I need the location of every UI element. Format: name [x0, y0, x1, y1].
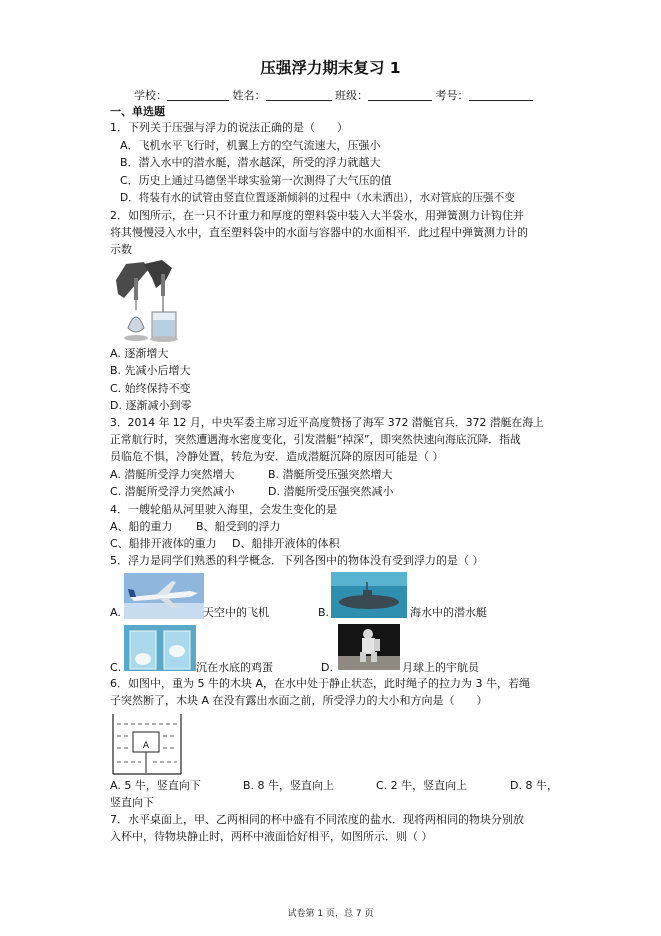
- q1-option-d: D．将装有水的试管由竖直位置逐渐倾斜的过程中（水未洒出），水对管底的压强不变: [120, 192, 515, 204]
- q3-line2: 正常航行时，突然遭遇海水密度变化，引发潜艇“掉深”，即突然快速向海底沉降．指战: [110, 433, 521, 446]
- q4-option-c: C、船排开液体的重力: [110, 537, 217, 550]
- q4-stem: 4．一艘轮船从河里驶入海里，会发生变化的是: [110, 503, 337, 516]
- name-label: 姓名：: [232, 89, 266, 102]
- q3-line3: 员临危不惧，冷静处置，转危为安．造成潜艇沉降的原因可能是（ ）: [110, 450, 444, 463]
- school-label: 学校：: [134, 89, 167, 102]
- q2-line3: 示数: [110, 243, 132, 256]
- q6-option-d: D. 8 牛，: [510, 779, 558, 792]
- q1-option-c: C．历史上通过马德堡半球实验第一次测得了大气压的值: [120, 174, 392, 187]
- q6-line2: 子突然断了，木块 A 在没有露出水面之前，所受浮力的大小和方向是（ ）: [110, 694, 488, 707]
- number-blank[interactable]: [469, 89, 533, 101]
- q6-option-b: B. 8 牛，竖直向上: [243, 779, 335, 792]
- q3-option-d: D. 潜艇所受压强突然减小: [268, 485, 394, 498]
- q3-option-a: A. 潜艇所受浮力突然增大: [110, 468, 235, 481]
- page-footer: 试卷第 1 页，总 7 页: [287, 909, 374, 919]
- q5-option-b: 海水中的潜水艇: [410, 606, 487, 619]
- q4-option-a: A、船的重力: [110, 520, 173, 533]
- block-a-label: A: [142, 741, 150, 751]
- q5-stem: 5．浮力是同学们熟悉的科学概念．下列各图中的物体没有受到浮力的是（ ）: [110, 554, 484, 567]
- q5-option-d-letter: D.: [321, 661, 333, 674]
- student-info-line: [134, 87, 533, 103]
- q5-option-c: 沉在水底的鸡蛋: [196, 661, 273, 674]
- number-label: 考号：: [435, 89, 469, 102]
- q1-stem: 1．下列关于压强与浮力的说法正确的是（ ）: [110, 121, 348, 134]
- class-blank[interactable]: [368, 89, 432, 101]
- q2-option-a: A. 逐渐增大: [110, 347, 169, 360]
- class-label: 班级：: [335, 89, 368, 102]
- q6-line1: 6．如图中，重为 5 牛的木块 A，在水中处于静止状态，此时绳子的拉力为 3 牛，若绳: [110, 677, 531, 690]
- school-blank[interactable]: [167, 89, 229, 101]
- q6-option-c: C. 2 牛，竖直向上: [376, 779, 468, 792]
- airplane-photo: [124, 573, 204, 619]
- q1-option-a: A．飞机水平飞行时，机翼上方的空气流速大，压强小: [120, 139, 381, 152]
- q4-option-b: B、船受到的浮力: [196, 520, 281, 533]
- submarine-photo: [331, 572, 407, 618]
- q7-line2: 入杯中，待物块静止时，两杯中液面恰好相平，如图所示．则（ ）: [110, 830, 433, 843]
- astronaut-photo: [338, 624, 400, 670]
- page-title: 压强浮力期末复习 1: [260, 59, 401, 77]
- q2-option-b: B. 先减小后增大: [110, 364, 191, 377]
- q5-option-b-letter: B.: [318, 606, 330, 619]
- q5-option-a-letter: A.: [110, 606, 121, 619]
- q3-option-c: C. 潜艇所受浮力突然减小: [110, 485, 235, 498]
- q4-option-d: D、船排开液体的体积: [232, 537, 340, 550]
- q2-line1: 2．如图所示，在一只不计重力和厚度的塑料袋中装入大半袋水，用弹簧测力计钩住并: [110, 209, 524, 222]
- q3-option-b: B. 潜艇所受压强突然增大: [268, 468, 393, 481]
- q2-option-c: C. 始终保持不变: [110, 382, 191, 395]
- name-blank[interactable]: [266, 89, 332, 101]
- q6-option-d-cont: 竖直向下: [110, 796, 154, 809]
- q3-line1: 3．2014 年 12 月，中央军委主席习近平高度赞扬了海军 372 潜艇官兵．372 潜艇在海上: [110, 416, 544, 429]
- q5-option-d: 月球上的宇航员: [402, 661, 479, 674]
- q2-option-d: D. 逐渐减小到零: [110, 399, 192, 412]
- q5-option-a: 天空中的飞机: [203, 606, 269, 619]
- section-heading: 一、单选题: [110, 105, 165, 118]
- q2-line2: 将其慢慢浸入水中，直至塑料袋中的水面与容器中的水面相平．此过程中弹簧测力计的: [110, 226, 528, 239]
- q6-option-a: A. 5 牛，竖直向下: [110, 779, 201, 792]
- q1-option-b: B．潜入水中的潜水艇，潜水越深，所受的浮力就越大: [120, 156, 381, 169]
- q7-line1: 7．水平桌面上，甲、乙两相同的杯中盛有不同浓度的盐水．现将两相同的物块分别放: [110, 813, 524, 826]
- eggs-in-water-photo: [124, 625, 196, 671]
- spring-scale-figure: [114, 258, 184, 344]
- q5-option-c-letter: C.: [110, 661, 122, 674]
